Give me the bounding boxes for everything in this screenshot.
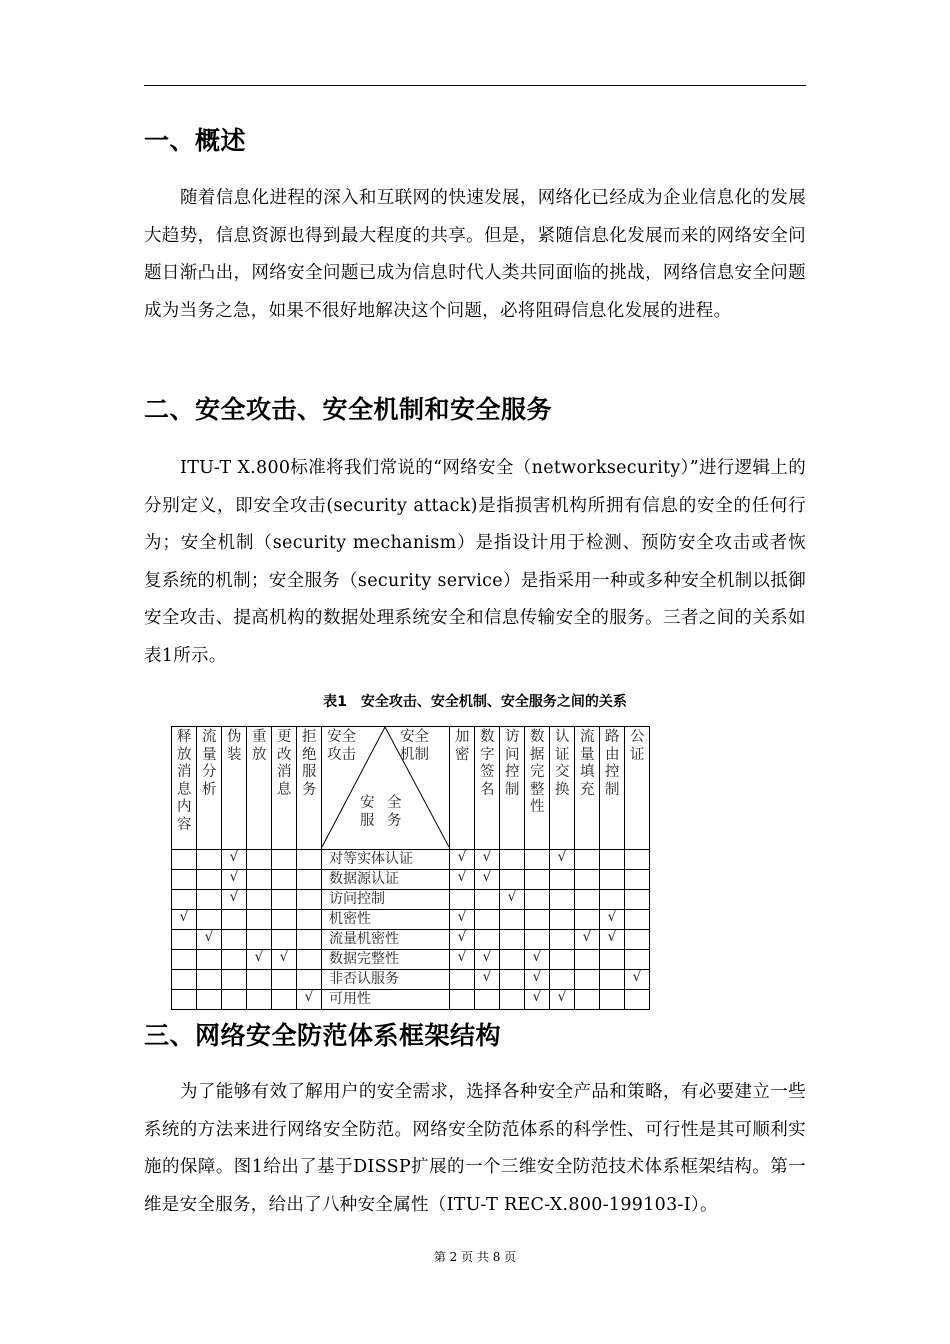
empty-cell	[550, 910, 575, 930]
empty-cell	[600, 850, 625, 870]
empty-cell	[197, 850, 222, 870]
empty-cell	[272, 850, 297, 870]
check-cell: √	[450, 870, 475, 890]
empty-cell	[500, 870, 525, 890]
empty-cell	[475, 890, 500, 910]
empty-cell	[247, 850, 272, 870]
empty-cell	[525, 890, 550, 910]
empty-cell	[500, 930, 525, 950]
table-caption: 表1 安全攻击、安全机制、安全服务之间的关系	[323, 694, 627, 710]
mechanism-header: 访问控制	[500, 727, 525, 850]
empty-cell	[500, 910, 525, 930]
attack-header: 伪装	[222, 727, 247, 850]
check-cell: √	[222, 890, 247, 910]
check-cell: √	[222, 850, 247, 870]
empty-cell	[272, 930, 297, 950]
service-name: 数据完整性	[322, 950, 450, 970]
empty-cell	[172, 990, 197, 1010]
service-name: 机密性	[322, 910, 450, 930]
check-cell: √	[172, 910, 197, 930]
empty-cell	[172, 930, 197, 950]
empty-cell	[272, 970, 297, 990]
corner-bottom-left: 安服	[360, 795, 375, 829]
table-header-row	[172, 727, 650, 850]
attack-header: 更改消息	[272, 727, 297, 850]
empty-cell	[575, 970, 600, 990]
empty-cell	[525, 850, 550, 870]
table-row	[172, 930, 650, 950]
check-cell: √	[272, 950, 297, 970]
empty-cell	[297, 890, 322, 910]
corner-top-right: 安全机制	[400, 729, 429, 763]
security-relation-table	[171, 726, 650, 1010]
empty-cell	[197, 890, 222, 910]
empty-cell	[525, 930, 550, 950]
corner-bottom-right: 全务	[387, 795, 402, 829]
check-cell: √	[550, 850, 575, 870]
empty-cell	[222, 910, 247, 930]
empty-cell	[247, 890, 272, 910]
empty-cell	[525, 910, 550, 930]
attack-header: 流量分析	[197, 727, 222, 850]
section2-heading: 二、安全攻击、安全机制和安全服务	[144, 395, 553, 424]
empty-cell	[475, 910, 500, 930]
check-cell: √	[475, 870, 500, 890]
check-cell: √	[625, 970, 650, 990]
empty-cell	[272, 910, 297, 930]
service-name: 访问控制	[322, 890, 450, 910]
corner-top-left: 安全攻击	[327, 729, 356, 763]
check-cell: √	[525, 950, 550, 970]
empty-cell	[272, 890, 297, 910]
empty-cell	[197, 990, 222, 1010]
empty-cell	[550, 950, 575, 970]
empty-cell	[197, 970, 222, 990]
empty-cell	[247, 990, 272, 1010]
section3-heading: 三、网络安全防范体系框架结构	[144, 1021, 502, 1050]
section2-paragraph: ITU-T X.800标准将我们常说的“网络安全（networksecurity）”进行逻辑上的分别定义，即安全攻击(security attack)是指损害机构所拥有信息的安全的任何行为；安全机制（security mechanism）是指设计用于检测、预防安全攻击或者恢复系统的机制；安全服务（security service）是指采用一种或多种安全机制以抵御安全攻击、提高机构的数据处理系统安全和信息传输安全的服务。三者之间的关系如表1所示。	[144, 458, 806, 666]
empty-cell	[575, 850, 600, 870]
empty-cell	[600, 970, 625, 990]
mechanism-header: 加密	[450, 727, 475, 850]
empty-cell	[625, 850, 650, 870]
check-cell: √	[525, 990, 550, 1010]
check-cell: √	[222, 870, 247, 890]
empty-cell	[575, 870, 600, 890]
check-cell: √	[550, 990, 575, 1010]
empty-cell	[575, 990, 600, 1010]
empty-cell	[297, 950, 322, 970]
service-name: 流量机密性	[322, 930, 450, 950]
mechanism-header: 公证	[625, 727, 650, 850]
empty-cell	[525, 870, 550, 890]
check-cell: √	[450, 930, 475, 950]
empty-cell	[625, 990, 650, 1010]
header-rule	[144, 85, 806, 86]
empty-cell	[600, 870, 625, 890]
empty-cell	[450, 990, 475, 1010]
check-cell: √	[475, 850, 500, 870]
empty-cell	[600, 890, 625, 910]
check-cell: √	[475, 950, 500, 970]
empty-cell	[222, 990, 247, 1010]
check-cell: √	[197, 930, 222, 950]
empty-cell	[172, 970, 197, 990]
empty-cell	[575, 950, 600, 970]
empty-cell	[272, 990, 297, 1010]
empty-cell	[500, 970, 525, 990]
check-cell: √	[600, 910, 625, 930]
check-cell: √	[450, 850, 475, 870]
attack-header: 重放	[247, 727, 272, 850]
check-cell: √	[475, 970, 500, 990]
empty-cell	[600, 990, 625, 1010]
empty-cell	[247, 930, 272, 950]
empty-cell	[575, 910, 600, 930]
attack-header: 释放消息内容	[172, 727, 197, 850]
empty-cell	[550, 890, 575, 910]
empty-cell	[297, 970, 322, 990]
empty-cell	[625, 910, 650, 930]
check-cell: √	[500, 890, 525, 910]
empty-cell	[247, 910, 272, 930]
mechanism-header: 流量填充	[575, 727, 600, 850]
empty-cell	[222, 950, 247, 970]
table-row	[172, 950, 650, 970]
table-row	[172, 890, 650, 910]
empty-cell	[575, 890, 600, 910]
service-name: 可用性	[322, 990, 450, 1010]
empty-cell	[297, 930, 322, 950]
table-row	[172, 970, 650, 990]
empty-cell	[475, 990, 500, 1010]
empty-cell	[247, 970, 272, 990]
empty-cell	[625, 890, 650, 910]
check-cell: √	[450, 910, 475, 930]
empty-cell	[247, 870, 272, 890]
empty-cell	[500, 850, 525, 870]
check-cell: √	[575, 930, 600, 950]
check-cell: √	[297, 990, 322, 1010]
empty-cell	[297, 910, 322, 930]
empty-cell	[625, 930, 650, 950]
mechanism-header: 认证交换	[550, 727, 575, 850]
empty-cell	[625, 950, 650, 970]
empty-cell	[625, 870, 650, 890]
empty-cell	[500, 950, 525, 970]
service-name: 对等实体认证	[322, 850, 450, 870]
empty-cell	[550, 970, 575, 990]
check-cell: √	[450, 950, 475, 970]
mechanism-header: 数字签名	[475, 727, 500, 850]
page-footer: 第 2 页 共 8 页	[433, 1250, 517, 1264]
section1-heading: 一、概述	[144, 126, 247, 155]
section3-paragraph: 为了能够有效了解用户的安全需求，选择各种安全产品和策略，有必要建立一些系统的方法来进行网络安全防范。网络安全防范体系的科学性、可行性是其可顺利实施的保障。图1给出了基于DISSP扩展的一个三维安全防范技术体系框架结构。第一维是安全服务，给出了八种安全属性（ITU-T REC-X.800-199103-I）。	[144, 1082, 806, 1215]
empty-cell	[172, 870, 197, 890]
empty-cell	[197, 910, 222, 930]
attack-header: 拒绝服务	[297, 727, 322, 850]
empty-cell	[272, 870, 297, 890]
empty-cell	[600, 950, 625, 970]
mechanism-header: 数据完整性	[525, 727, 550, 850]
empty-cell	[297, 850, 322, 870]
empty-cell	[172, 890, 197, 910]
mechanism-header: 路由控制	[600, 727, 625, 850]
empty-cell	[475, 930, 500, 950]
empty-cell	[172, 950, 197, 970]
section1-paragraph: 随着信息化进程的深入和互联网的快速发展，网络化已经成为企业信息化的发展大趋势，信息资源也得到最大程度的共享。但是，紧随信息化发展而来的网络安全问题日渐凸出，网络安全问题已成为信息时代人类共同面临的挑战，网络信息安全问题成为当务之急，如果不很好地解决这个问题，必将阻碍信息化发展的进程。	[144, 188, 806, 321]
table-row	[172, 850, 650, 870]
empty-cell	[550, 930, 575, 950]
table-row	[172, 870, 650, 890]
check-cell: √	[600, 930, 625, 950]
table-row	[172, 910, 650, 930]
empty-cell	[450, 970, 475, 990]
table-row	[172, 990, 650, 1010]
empty-cell	[197, 950, 222, 970]
empty-cell	[550, 870, 575, 890]
service-name: 数据源认证	[322, 870, 450, 890]
service-name: 非否认服务	[322, 970, 450, 990]
empty-cell	[450, 890, 475, 910]
empty-cell	[297, 870, 322, 890]
check-cell: √	[247, 950, 272, 970]
empty-cell	[500, 990, 525, 1010]
empty-cell	[222, 970, 247, 990]
corner-header	[322, 727, 450, 850]
check-cell: √	[525, 970, 550, 990]
empty-cell	[197, 870, 222, 890]
empty-cell	[222, 930, 247, 950]
empty-cell	[172, 850, 197, 870]
